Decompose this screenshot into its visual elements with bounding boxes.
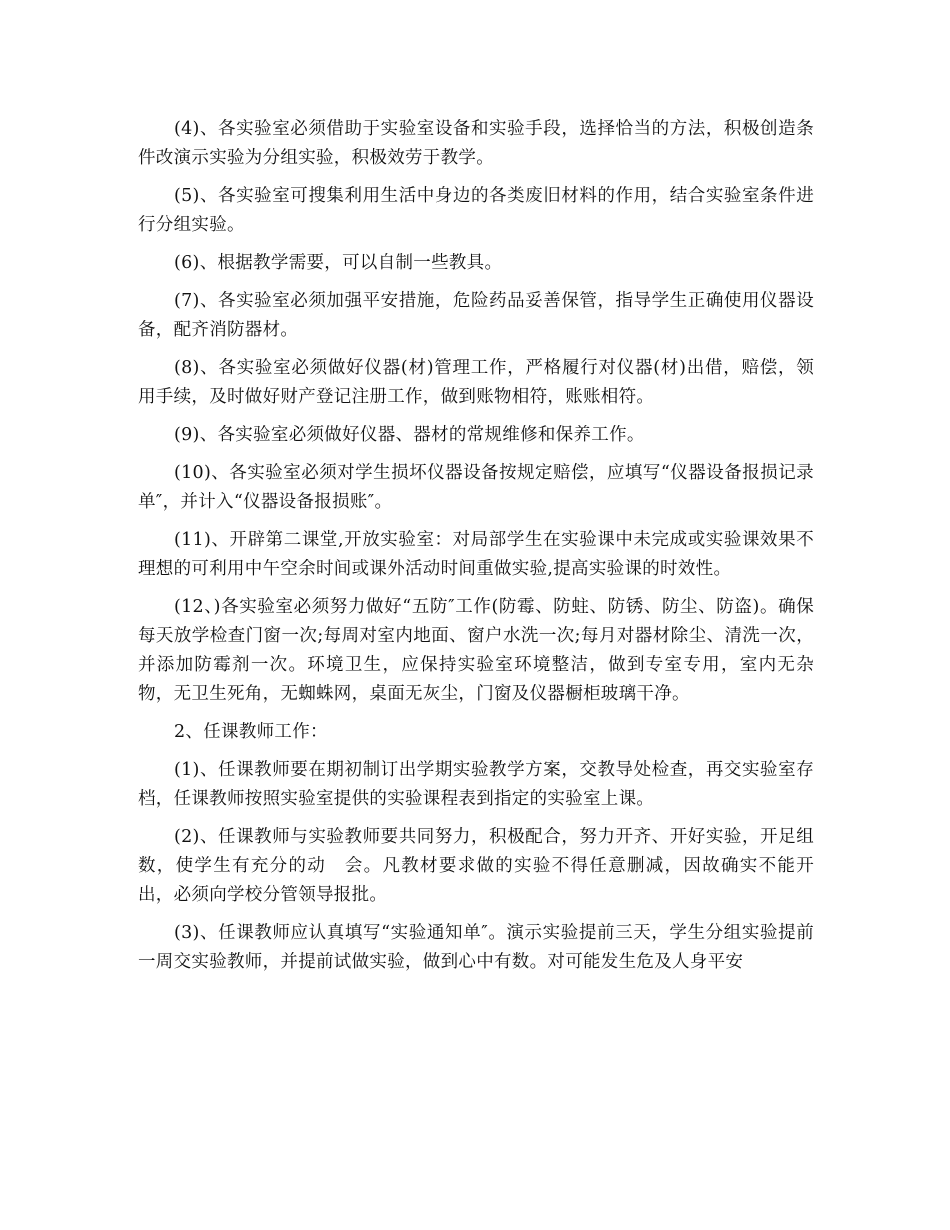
paragraph-item-4: (4)、各实验室必须借助于实验室设备和实验手段，选择恰当的方法，积极创造条件改演示实验为分组实验，积极效劳于教学。 [138, 119, 814, 168]
paragraph-item-10: (10)、各实验室必须对学生损坏仪器设备按规定赔偿，应填写“仪器设备报损记录单″，并计入“仪器设备报损账″。 [138, 463, 814, 512]
paragraph-item-5: (5)、各实验室可搜集利用生活中身边的各类废旧材料的作用，结合实验室条件进行分组实验。 [138, 186, 814, 235]
paragraph-teacher-item-2: (2)、任课教师与实验教师要共同努力，积极配合，努力开齐、开好实验，开足组数，使学生有充分的动 会。凡教材要求做的实验不得任意删减，因故确实不能开出，必须向学校分管领导报批。 [138, 827, 814, 905]
section-heading-teacher-duties: 2、任课教师工作： [174, 722, 328, 742]
paragraph-item-9: (9)、各实验室必须做好仪器、器材的常规维修和保养工作。 [174, 425, 645, 445]
paragraph-item-11: (11)、开辟第二课堂,开放实验室：对局部学生在实验课中未完成或实验课效果不理想的可利用中午空余时间或课外活动时间重做实验,提高实验课的时效性。 [138, 530, 814, 579]
paragraph-item-6: (6)、根据教学需要，可以自制一些教具。 [174, 253, 503, 273]
paragraph-item-12: (12、)各实验室必须努力做好“五防″工作(防霉、防蛀、防锈、防尘、防盗)。确保每天放学检查门窗一次;每周对室内地面、窗户水洗一次;每月对器材除尘、清洗一次，并添加防霉剂一次。环境卫生，应保持实验室环境整洁，做到专室专用，室内无杂物，无卫生死角，无蜘蛛网，桌面无灰尘，门窗及仪器橱柜玻璃干净。 [138, 597, 814, 704]
document-body [138, 115, 814, 986]
paragraph-teacher-item-3: (3)、任课教师应认真填写“实验通知单″。演示实验提前三天，学生分组实验提前一周交实验教师，并提前试做实验，做到心中有数。对可能发生危及人身平安 [138, 923, 814, 972]
paragraph-teacher-item-1: (1)、任课教师要在期初制订出学期实验教学方案，交教导处检查，再交实验室存档，任课教师按照实验室提供的实验课程表到指定的实验室上课。 [138, 760, 814, 809]
paragraph-item-7: (7)、各实验室必须加强平安措施，危险药品妥善保管，指导学生正确使用仪器设备，配齐消防器材。 [138, 291, 814, 340]
paragraph-item-8: (8)、各实验室必须做好仪器(材)管理工作，严格履行对仪器(材)出借，赔偿，领用手续，及时做好财产登记注册工作，做到账物相符，账账相符。 [138, 358, 814, 407]
